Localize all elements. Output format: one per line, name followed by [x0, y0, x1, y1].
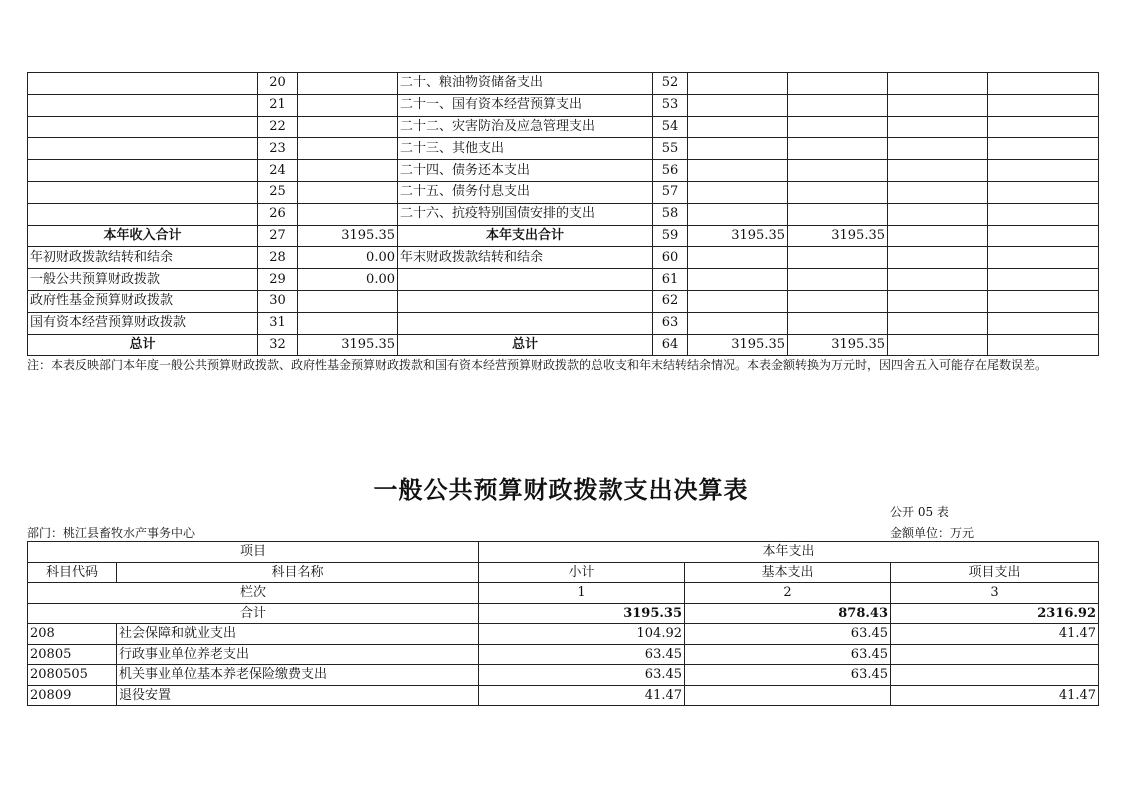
right-amount-4 [988, 181, 1099, 203]
right-amount-3 [888, 160, 988, 182]
left-row-number: 28 [258, 247, 298, 269]
right-amount-1: 3195.35 [688, 225, 788, 247]
subject-code: 208 [28, 624, 117, 645]
right-row-number: 64 [653, 334, 688, 356]
table-row [28, 94, 1099, 116]
right-amount-3 [888, 334, 988, 356]
right-item-label: 二十三、其他支出 [398, 138, 653, 160]
index-row [28, 583, 1099, 604]
subject-code: 2080505 [28, 665, 117, 686]
left-amount [298, 181, 398, 203]
left-amount [298, 73, 398, 95]
right-row-number: 53 [653, 94, 688, 116]
right-row-number: 59 [653, 225, 688, 247]
project-amount [891, 644, 1099, 665]
left-item-label: 一般公共预算财政拨款 [28, 269, 258, 291]
subject-name: 行政事业单位养老支出 [117, 644, 479, 665]
right-amount-2 [788, 138, 888, 160]
right-amount-1 [688, 290, 788, 312]
left-row-number: 29 [258, 269, 298, 291]
right-amount-3 [888, 225, 988, 247]
index-label: 栏次 [28, 583, 479, 604]
right-amount-2 [788, 290, 888, 312]
right-amount-1 [688, 269, 788, 291]
right-amount-3 [888, 290, 988, 312]
right-amount-4 [988, 94, 1099, 116]
department-label: 部门：桃江县畜牧水产事务中心 [27, 526, 196, 540]
right-amount-1: 3195.35 [688, 334, 788, 356]
subject-code: 20809 [28, 685, 117, 706]
left-row-number: 26 [258, 203, 298, 225]
total-label: 合计 [28, 603, 479, 624]
right-item-label [398, 269, 653, 291]
table-row [28, 225, 1099, 247]
table-row [28, 665, 1099, 686]
subtotal-amount: 104.92 [479, 624, 685, 645]
subtotal-amount: 63.45 [479, 644, 685, 665]
left-row-number: 23 [258, 138, 298, 160]
right-row-number: 60 [653, 247, 688, 269]
right-amount-4 [988, 290, 1099, 312]
left-item-label: 国有资本经营预算财政拨款 [28, 312, 258, 334]
basic-amount: 63.45 [685, 665, 891, 686]
right-amount-1 [688, 181, 788, 203]
right-row-number: 58 [653, 203, 688, 225]
right-item-label [398, 290, 653, 312]
right-amount-1 [688, 160, 788, 182]
right-item-label: 本年支出合计 [398, 225, 653, 247]
left-row-number: 31 [258, 312, 298, 334]
right-amount-4 [988, 269, 1099, 291]
col-header-name: 科目名称 [117, 562, 479, 583]
right-amount-3 [888, 181, 988, 203]
right-amount-1 [688, 73, 788, 95]
right-amount-4 [988, 203, 1099, 225]
left-row-number: 22 [258, 116, 298, 138]
right-amount-4 [988, 160, 1099, 182]
right-row-number: 62 [653, 290, 688, 312]
right-amount-2: 3195.35 [788, 334, 888, 356]
left-item-label [28, 203, 258, 225]
right-amount-4 [988, 225, 1099, 247]
index-1: 1 [479, 583, 685, 604]
right-amount-2 [788, 181, 888, 203]
left-row-number: 30 [258, 290, 298, 312]
left-amount: 3195.35 [298, 225, 398, 247]
project-amount: 41.47 [891, 685, 1099, 706]
project-amount: 41.47 [891, 624, 1099, 645]
right-amount-2 [788, 94, 888, 116]
expenditure-table [27, 541, 1099, 706]
table-row [28, 290, 1099, 312]
left-row-number: 20 [258, 73, 298, 95]
table-row [28, 644, 1099, 665]
right-item-label: 二十二、灾害防治及应急管理支出 [398, 116, 653, 138]
left-amount [298, 138, 398, 160]
right-amount-3 [888, 203, 988, 225]
table-number: 公开 05 表 [890, 505, 949, 519]
right-item-label: 二十、粮油物资储备支出 [398, 73, 653, 95]
right-amount-3 [888, 247, 988, 269]
right-amount-4 [988, 138, 1099, 160]
table-row [28, 247, 1099, 269]
right-amount-1 [688, 94, 788, 116]
right-item-label: 总计 [398, 334, 653, 356]
header-item: 项目 [28, 542, 479, 563]
left-amount [298, 290, 398, 312]
left-amount [298, 312, 398, 334]
subject-name: 社会保障和就业支出 [117, 624, 479, 645]
total-subtotal: 3195.35 [479, 603, 685, 624]
page-title: 一般公共预算财政拨款支出决算表 [373, 475, 749, 504]
right-amount-2 [788, 203, 888, 225]
left-item-label [28, 73, 258, 95]
left-row-number: 25 [258, 181, 298, 203]
right-amount-1 [688, 203, 788, 225]
right-item-label [398, 312, 653, 334]
right-amount-4 [988, 247, 1099, 269]
right-amount-1 [688, 116, 788, 138]
left-row-number: 21 [258, 94, 298, 116]
basic-amount: 63.45 [685, 644, 891, 665]
right-amount-2 [788, 160, 888, 182]
subtotal-amount: 41.47 [479, 685, 685, 706]
col-header-basic: 基本支出 [685, 562, 891, 583]
left-amount [298, 203, 398, 225]
col-header-project: 项目支出 [891, 562, 1099, 583]
total-row [28, 603, 1099, 624]
right-amount-4 [988, 116, 1099, 138]
right-row-number: 55 [653, 138, 688, 160]
left-item-label [28, 116, 258, 138]
subject-name: 机关事业单位基本养老保险缴费支出 [117, 665, 479, 686]
left-row-number: 32 [258, 334, 298, 356]
left-amount [298, 94, 398, 116]
right-amount-3 [888, 138, 988, 160]
right-amount-2 [788, 73, 888, 95]
subtotal-amount: 63.45 [479, 665, 685, 686]
subject-name: 退役安置 [117, 685, 479, 706]
right-amount-1 [688, 138, 788, 160]
left-item-label [28, 181, 258, 203]
basic-amount: 63.45 [685, 624, 891, 645]
header-row-2 [28, 562, 1099, 583]
header-year-expenditure: 本年支出 [479, 542, 1099, 563]
right-item-label: 二十六、抗疫特别国债安排的支出 [398, 203, 653, 225]
table-row [28, 269, 1099, 291]
right-item-label: 二十五、债务付息支出 [398, 181, 653, 203]
right-row-number: 56 [653, 160, 688, 182]
right-amount-1 [688, 312, 788, 334]
total-project: 2316.92 [891, 603, 1099, 624]
right-amount-3 [888, 269, 988, 291]
col-header-subtotal: 小计 [479, 562, 685, 583]
basic-amount [685, 685, 891, 706]
table-row [28, 116, 1099, 138]
right-amount-2 [788, 269, 888, 291]
left-amount [298, 160, 398, 182]
table-row [28, 203, 1099, 225]
income-expense-table [27, 72, 1099, 356]
right-amount-1 [688, 247, 788, 269]
left-item-label: 总计 [28, 334, 258, 356]
table-row [28, 138, 1099, 160]
right-row-number: 52 [653, 73, 688, 95]
right-item-label: 二十四、债务还本支出 [398, 160, 653, 182]
left-item-label: 政府性基金预算财政拨款 [28, 290, 258, 312]
right-amount-2 [788, 247, 888, 269]
table-row [28, 624, 1099, 645]
col-header-code: 科目代码 [28, 562, 117, 583]
right-amount-4 [988, 312, 1099, 334]
left-amount: 0.00 [298, 269, 398, 291]
left-item-label [28, 160, 258, 182]
subject-code: 20805 [28, 644, 117, 665]
table-row [28, 334, 1099, 356]
table-row [28, 160, 1099, 182]
right-row-number: 63 [653, 312, 688, 334]
right-item-label: 年末财政拨款结转和结余 [398, 247, 653, 269]
total-basic: 878.43 [685, 603, 891, 624]
table-note: 注：本表反映部门本年度一般公共预算财政拨款、政府性基金预算财政拨款和国有资本经营预算财政拨款的总收支和年末结转结余情况。本表金额转换为万元时，因四舍五入可能存在尾数误差。 [27, 358, 1048, 372]
table-row [28, 312, 1099, 334]
left-row-number: 24 [258, 160, 298, 182]
table-row [28, 73, 1099, 95]
project-amount [891, 665, 1099, 686]
left-item-label: 本年收入合计 [28, 225, 258, 247]
right-item-label: 二十一、国有资本经营预算支出 [398, 94, 653, 116]
right-amount-3 [888, 94, 988, 116]
table-row [28, 685, 1099, 706]
left-amount [298, 116, 398, 138]
right-amount-2 [788, 312, 888, 334]
left-item-label: 年初财政拨款结转和结余 [28, 247, 258, 269]
right-amount-2 [788, 116, 888, 138]
left-amount: 3195.35 [298, 334, 398, 356]
right-row-number: 54 [653, 116, 688, 138]
right-amount-2: 3195.35 [788, 225, 888, 247]
right-amount-3 [888, 312, 988, 334]
index-3: 3 [891, 583, 1099, 604]
right-row-number: 61 [653, 269, 688, 291]
header-row-1 [28, 542, 1099, 563]
left-amount: 0.00 [298, 247, 398, 269]
left-item-label [28, 138, 258, 160]
index-2: 2 [685, 583, 891, 604]
right-amount-3 [888, 73, 988, 95]
left-item-label [28, 94, 258, 116]
right-amount-3 [888, 116, 988, 138]
right-amount-4 [988, 73, 1099, 95]
right-amount-4 [988, 334, 1099, 356]
right-row-number: 57 [653, 181, 688, 203]
amount-unit-label: 金额单位：万元 [890, 526, 975, 540]
table-row [28, 181, 1099, 203]
left-row-number: 27 [258, 225, 298, 247]
